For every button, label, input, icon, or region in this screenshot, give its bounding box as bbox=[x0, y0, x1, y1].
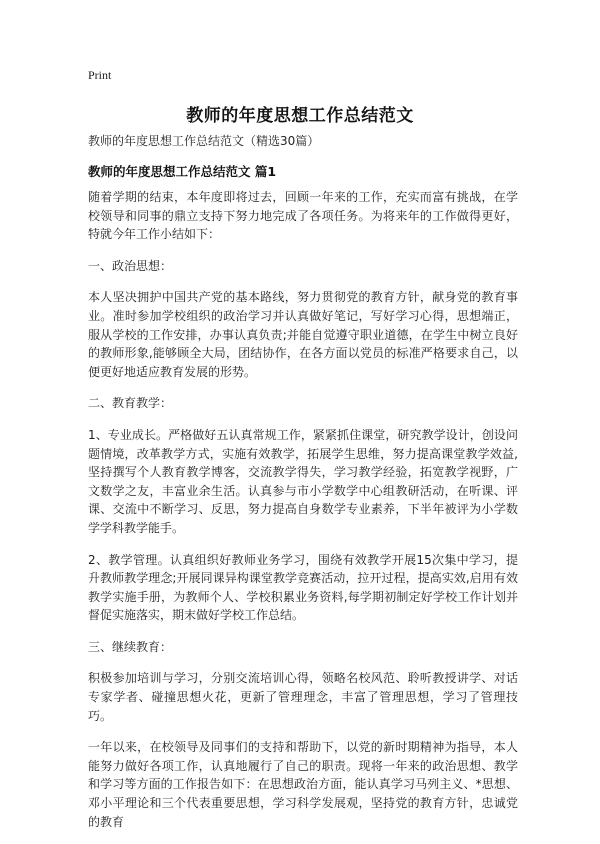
paragraph-professional-growth: 1、专业成长。严格做好五认真常规工作，紧紧抓住课堂，研究教学设计，创设问题情境，改革教学方式，实施有效教学，拓展学生思维，努力提高课堂教学效益,坚持撰写个人教育教学博客，交流教学得失，学习教学经验，拓宽教学视野，广文数学之友，丰富业余生活。认真参与市小学数学中心组教研活动，在听课、评课、交流中不断学习、反思，努力提高自身数学专业素养，下半年被评为小学数学学科教学能手。 bbox=[88, 427, 518, 535]
heading-continuing-education: 三、继续教育： bbox=[88, 639, 173, 654]
paragraph-training: 积极参加培训与学习，分别交流培训心得，领略名校风范、聆听教授讲学、对话专家学者、碰撞思想火花，更新了管理理念，丰富了管理思想，学习了管理技巧。 bbox=[88, 671, 518, 723]
document-title: 教师的年度思想工作总结范文 bbox=[186, 106, 414, 126]
paragraph-annual-report: 一年以来，在校领导及同事们的支持和帮助下，以党的新时期精神为指导，本人能努力做好各项工作，认真地履行了自己的职责。现将一年来的政治思想、教学和学习等方面的工作报告如下：在思想政治方面，能认真学习马列主义、*思想、邓小平理论和三个代表重要思想，学习科学发展观，坚持党的教育方针，忠诚党的教育 bbox=[88, 740, 518, 829]
section-title: 教师的年度思想工作总结范文 篇1 bbox=[88, 164, 277, 179]
heading-political: 一、政治思想： bbox=[88, 258, 173, 273]
document-subtitle: 教师的年度思想工作总结范文（精选30篇） bbox=[88, 134, 320, 148]
article-body bbox=[88, 188, 518, 844]
paragraph-teaching-management: 2、教学管理。认真组织好教师业务学习，围绕有效教学开展15次集中学习，提升教师教学理念;开展同课异构课堂教学竞赛活动，拉开过程，提高实效,启用有效教学实施手册，为教师个人、学校积累业务资料,每学期初制定好学校工作计划并督促实施落实，期末做好学校工作总结。 bbox=[88, 552, 518, 623]
print-label[interactable]: Print bbox=[88, 68, 112, 82]
intro-paragraph: 随着学期的结束，本年度即将过去，回顾一年来的工作，充实而富有挑战，在学校领导和同事的鼎立支持下努力地完成了各项任务。为将来年的工作做得更好，特就今年工作小结如下： bbox=[88, 190, 518, 242]
heading-teaching: 二、教育教学： bbox=[88, 396, 173, 411]
paragraph-political: 本人坚决拥护中国共产党的基本路线，努力贯彻党的教育方针，献身党的教育事业。准时参加学校组织的政治学习并认真做好笔记，写好学习心得，思想端正，服从学校的工作安排，办事认真负责;并能自觉遵守职业道德，在学生中树立良好的教师形象,能够顾全大局，团结协作，在各方面以党员的标准严格要求自己，以便更好地适应教育发展的形势。 bbox=[88, 290, 518, 379]
